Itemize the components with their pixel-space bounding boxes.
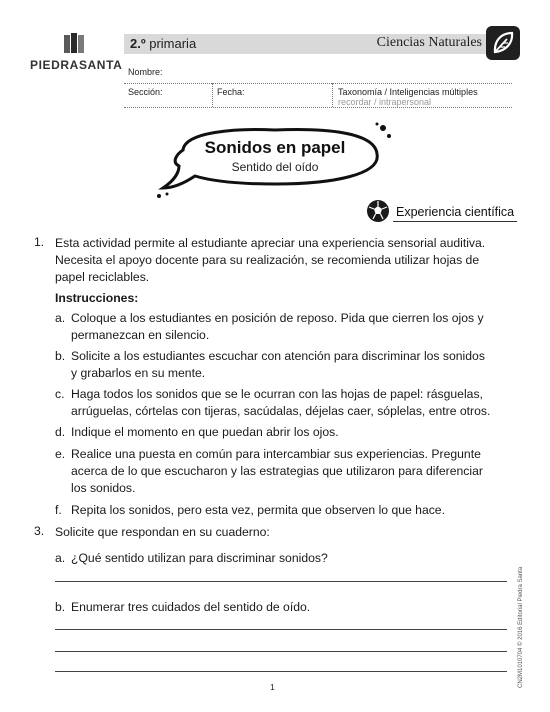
item-number: 3. <box>34 524 45 538</box>
item1-text <box>55 235 515 286</box>
text-line: y grabarlos en su mente. <box>71 366 206 380</box>
step-letter: b. <box>55 349 66 363</box>
step-letter: c. <box>55 387 65 401</box>
answer-line[interactable] <box>55 581 507 582</box>
step-letter: a. <box>55 311 66 325</box>
book-logo-icon <box>64 33 84 55</box>
step-e <box>71 446 516 497</box>
page-number: 1 <box>270 682 275 692</box>
text-line: Realice una puesta en común para intercambiar sus experiencias. Pregunte <box>71 447 481 461</box>
page-subtitle: Sentido del oído <box>231 160 319 174</box>
step-d <box>71 424 516 441</box>
name-row <box>124 61 512 84</box>
step-letter: d. <box>55 425 66 439</box>
experience-tag-label: Experiencia científica <box>396 205 515 219</box>
tag-underline <box>393 221 517 222</box>
grade-label <box>130 36 196 51</box>
section-label: Sección: <box>128 87 163 97</box>
text-line: Necesita el apoyo docente para su realización, se recomienda utilizar hojas de <box>55 253 480 267</box>
text-line: arrúguelas, córtelas con tijeras, sacúdalas, déjelas caer, sóplelas, entre otros. <box>71 404 491 418</box>
question-b: Enumerar tres cuidados del sentido de oído. <box>71 600 311 614</box>
grade-word: primaria <box>149 36 197 51</box>
step-letter: e. <box>55 447 66 461</box>
question-letter: b. <box>55 600 66 614</box>
step-letter: f. <box>55 503 62 517</box>
text-line: Indique el momento en que puedan abrir los ojos. <box>71 425 339 439</box>
question-a: ¿Qué sentido utilizan para discriminar sonidos? <box>71 551 328 565</box>
publisher-logo: PIEDRASANTA <box>30 58 123 72</box>
text-line: Coloque a los estudiantes en posición de reposo. Pida que cierren los ojos y <box>71 311 484 325</box>
step-f <box>71 502 516 519</box>
divider <box>332 83 333 107</box>
text-line: Esta actividad permite al estudiante apreciar una experiencia sensorial auditiva. <box>55 236 486 250</box>
step-b <box>71 348 516 382</box>
answer-line[interactable] <box>55 629 507 630</box>
page-title: Sonidos en papel <box>204 138 346 157</box>
step-c <box>71 386 516 420</box>
copyright-side-text: CN2M1010704 © 2016 Editorial Piedra Santa <box>518 566 524 688</box>
name-label: Nombre: <box>128 67 163 77</box>
taxonomy-value: recordar / intrapersonal <box>338 97 432 107</box>
text-line: Repita los sonidos, pero esta vez, permita que observen lo que hace. <box>71 503 445 517</box>
soccer-ball-icon <box>366 199 390 223</box>
item-number: 1. <box>34 235 45 249</box>
text-line: Haga todos los sonidos que se le ocurran con las hojas de papel: rásguelas, <box>71 387 483 401</box>
text-line: los sonidos. <box>71 481 136 495</box>
date-label: Fecha: <box>217 87 245 97</box>
text-line: permanezcan en silencio. <box>71 328 210 342</box>
text-line: acerca de lo que escucharon y las estrategias que utilizaron para diferenciar <box>71 464 483 478</box>
item3-text: Solicite que respondan en su cuaderno: <box>55 525 270 539</box>
info-row <box>124 83 512 108</box>
answer-line[interactable] <box>55 651 507 652</box>
step-a <box>71 310 516 344</box>
grade-number: 2.º <box>130 36 146 51</box>
subject-title: Ciencias Naturales <box>376 35 482 50</box>
text-line: papel reciclables. <box>55 270 150 284</box>
instructions-heading: Instrucciones: <box>55 291 139 305</box>
text-line: Solicite a los estudiantes escuchar con atención para discriminar los sonidos <box>71 349 485 363</box>
question-letter: a. <box>55 551 66 565</box>
answer-line[interactable] <box>55 671 507 672</box>
leaf-icon <box>486 26 520 60</box>
divider <box>212 83 213 107</box>
taxonomy-label: Taxonomía / Inteligencias múltiples <box>338 87 478 97</box>
